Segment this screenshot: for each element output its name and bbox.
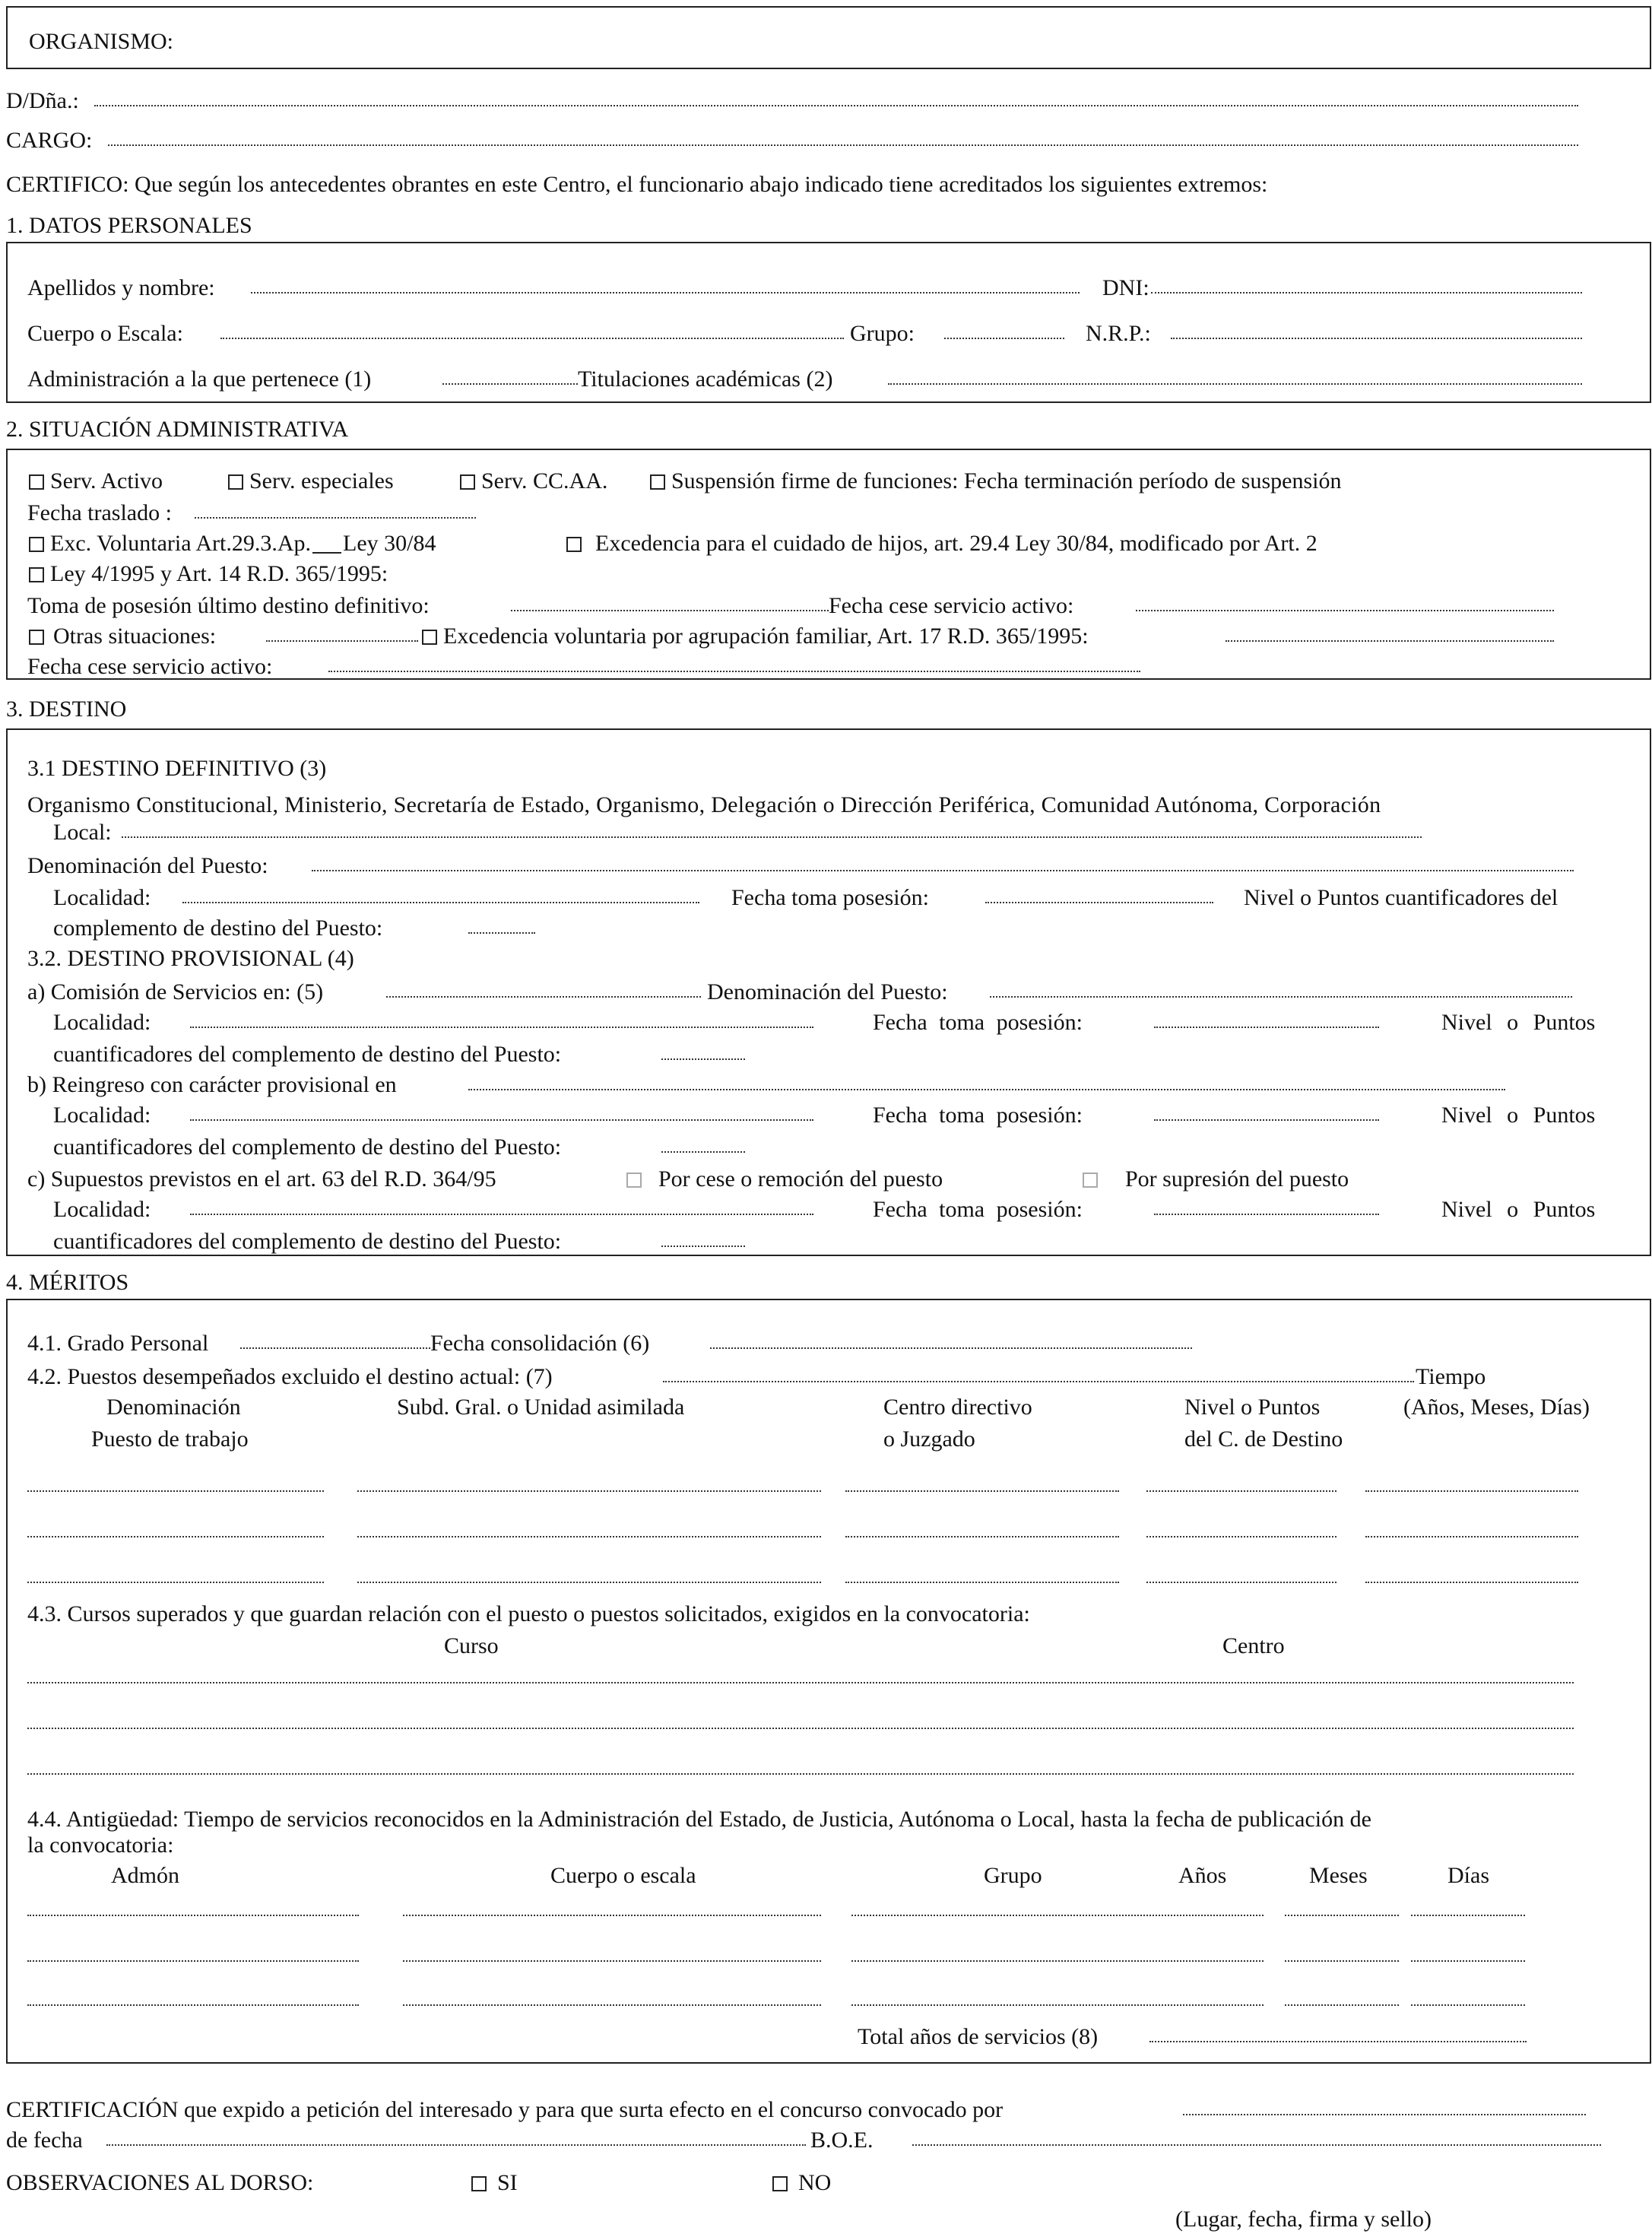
boe-field[interactable] — [912, 2144, 1601, 2146]
concurso-field[interactable] — [1183, 2114, 1586, 2115]
comision-label: a) Comisión de Servicios en: (5) — [27, 979, 324, 1004]
antiguedad-cell[interactable] — [1149, 2004, 1264, 2006]
cuerpo-label: Cuerpo o Escala: — [27, 321, 183, 346]
certificacion-text: CERTIFICACIÓN que expido a petición del interesado y para que surta efecto en el concurso convocado por — [6, 2097, 1004, 2122]
antiguedad-cell[interactable] — [27, 1915, 359, 1916]
puestos-cell[interactable] — [1365, 1582, 1578, 1583]
fecha-toma-b-field[interactable] — [1154, 1119, 1379, 1121]
por-cese-option — [626, 1168, 943, 1191]
serv-ccaa-label: Serv. CC.AA. — [481, 468, 608, 493]
administracion-field[interactable] — [442, 383, 578, 385]
localidad-a-label: Localidad: — [53, 1010, 151, 1035]
col-denominacion: Denominación — [106, 1395, 241, 1420]
col-anos: Años — [1178, 1863, 1227, 1888]
fecha-toma-c-field[interactable] — [1154, 1214, 1379, 1215]
titulaciones-field[interactable] — [888, 383, 1582, 385]
grupo-field[interactable] — [944, 338, 1064, 339]
certifico-text: CERTIFICO: Que según los antecedentes obrantes en este Centro, el funcionario abajo indicado tiene acreditados los siguientes extremos: — [6, 172, 1268, 197]
grupo-label: Grupo: — [850, 321, 915, 346]
col-anos-meses: (Años, Meses, Días) — [1403, 1395, 1590, 1420]
si-checkbox[interactable] — [471, 2176, 487, 2191]
col-centro: Centro directivo — [883, 1395, 1032, 1420]
tiempo-label: Tiempo — [1416, 1364, 1486, 1389]
antiguedad-line-1: 4.4. Antigüedad: Tiempo de servicios reconocidos en la Administración del Estado, de Justicia, Autónoma o Local, hasta la fecha de publicación de — [27, 1807, 1371, 1832]
antiguedad-line-2: la convocatoria: — [27, 1833, 174, 1858]
col-meses: Meses — [1309, 1863, 1368, 1888]
boe-label: B.O.E. — [810, 2128, 874, 2153]
excedencia-hijos-checkbox[interactable] — [566, 537, 582, 552]
cuerpo-field[interactable] — [220, 338, 844, 339]
section-1-title: 1. DATOS PERSONALES — [6, 213, 252, 238]
localidad-b-label: Localidad: — [53, 1103, 151, 1128]
ley-4-1995-checkbox[interactable] — [29, 567, 44, 582]
no-option — [772, 2172, 831, 2194]
suspension-label: Suspensión firme de funciones: Fecha terminación período de suspensión — [671, 468, 1342, 493]
serv-activo-label: Serv. Activo — [50, 468, 163, 493]
antiguedad-cell[interactable] — [1411, 1960, 1525, 1962]
cuantificadores-a-field[interactable] — [661, 1058, 745, 1060]
cursos-line[interactable] — [27, 1682, 1574, 1683]
antiguedad-cell[interactable] — [1149, 1915, 1264, 1916]
provisional-title: 3.2. DESTINO PROVISIONAL (4) — [27, 946, 354, 971]
si-label: SI — [497, 2170, 518, 2195]
otras-checkbox[interactable] — [29, 630, 44, 645]
col-centro-curso: Centro — [1222, 1633, 1285, 1658]
cargo-label: CARGO: — [6, 128, 93, 153]
antiguedad-cell[interactable] — [403, 2004, 821, 2006]
fecha-toma-a-field[interactable] — [1154, 1027, 1379, 1028]
dona-field[interactable] — [94, 105, 1578, 106]
apellidos-field[interactable] — [251, 292, 1080, 294]
ley-4-1995-option — [29, 563, 388, 585]
fecha-cese-2-label: Fecha cese servicio activo: — [27, 654, 273, 679]
col-grupo: Grupo — [984, 1863, 1042, 1888]
nivel-puntos-label: Nivel o Puntos cuantificadores del — [1244, 885, 1558, 910]
ley-4-1995-label: Ley 4/1995 y Art. 14 R.D. 365/1995: — [50, 561, 388, 586]
antiguedad-cell[interactable] — [403, 1915, 821, 1916]
total-label: Total años de servicios (8) — [858, 2024, 1099, 2049]
antiguedad-cell[interactable] — [1285, 1915, 1399, 1916]
puestos-cell[interactable] — [845, 1582, 1119, 1583]
fecha-cese-label: Fecha cese servicio activo: — [829, 593, 1074, 618]
fecha-toma-a-label: Fecha toma posesión: — [873, 1010, 1083, 1035]
fecha-toma-field[interactable] — [985, 902, 1213, 903]
observaciones-label: OBSERVACIONES AL DORSO: — [6, 2170, 314, 2195]
total-field[interactable] — [1149, 2041, 1527, 2042]
fecha-toma-c-label: Fecha toma posesión: — [873, 1197, 1083, 1222]
si-option — [471, 2172, 518, 2194]
fecha-consolidacion-field[interactable] — [710, 1347, 1192, 1349]
antiguedad-cell[interactable] — [403, 1960, 821, 1962]
por-cese-label: Por cese o remoción del puesto — [658, 1166, 943, 1192]
serv-ccaa-option — [460, 470, 607, 493]
toma-posesion-field[interactable] — [511, 610, 829, 611]
complemento-label: complemento de destino del Puesto: — [53, 915, 383, 941]
puestos-field[interactable] — [663, 1381, 1414, 1382]
cursos-line[interactable] — [27, 1773, 1574, 1775]
antiguedad-cell[interactable] — [1411, 2004, 1525, 2006]
titulaciones-label: Titulaciones académicas (2) — [578, 367, 833, 392]
puestos-cell[interactable] — [27, 1536, 324, 1537]
localidad-c-label: Localidad: — [53, 1197, 151, 1222]
cuantificadores-b-field[interactable] — [661, 1151, 745, 1153]
antiguedad-cell[interactable] — [1149, 1960, 1264, 1962]
apellidos-label: Apellidos y nombre: — [27, 275, 215, 300]
agrupacion-option — [422, 625, 1089, 648]
nivel-c-label: Nivel o Puntos — [1441, 1197, 1596, 1222]
local-label: Local: — [53, 820, 112, 845]
col-admon: Admón — [111, 1863, 179, 1888]
cuantificadores-b-label: cuantificadores del complemento de destino del Puesto: — [53, 1134, 562, 1160]
col-nivel: Nivel o Puntos — [1184, 1395, 1321, 1420]
por-cese-checkbox[interactable] — [626, 1173, 642, 1188]
serv-activo-checkbox[interactable] — [29, 474, 44, 490]
antiguedad-cell[interactable] — [1285, 1960, 1399, 1962]
exc-voluntaria-label-b: Ley 30/84 — [343, 531, 436, 556]
fecha-traslado-label: Fecha traslado : — [27, 500, 172, 525]
excedencia-hijos-option — [566, 532, 1317, 555]
puestos-cell[interactable] — [357, 1582, 821, 1583]
otras-label: Otras situaciones: — [53, 624, 217, 649]
dona-label: D/Dña.: — [6, 88, 79, 113]
exc-voluntaria-option — [29, 532, 436, 555]
cuantificadores-c-field[interactable] — [661, 1246, 745, 1247]
complemento-field[interactable] — [468, 932, 535, 934]
supuestos-label: c) Supuestos previstos en el art. 63 del R.D. 364/95 — [27, 1166, 496, 1192]
agrupacion-field[interactable] — [1226, 640, 1554, 642]
cargo-field[interactable] — [108, 144, 1578, 146]
puestos-cell[interactable] — [357, 1490, 821, 1492]
agrupacion-label: Excedencia voluntaria por agrupación familiar, Art. 17 R.D. 365/1995: — [443, 624, 1089, 649]
serv-ccaa-checkbox[interactable] — [460, 474, 475, 490]
organismo-label: ORGANISMO: — [29, 29, 174, 54]
localidad-label: Localidad: — [53, 885, 151, 910]
puestos-cell[interactable] — [357, 1536, 821, 1537]
serv-especiales-label: Serv. especiales — [249, 468, 394, 493]
puestos-cell[interactable] — [845, 1490, 1119, 1492]
comision-field[interactable] — [386, 996, 701, 998]
puestos-cell[interactable] — [27, 1490, 324, 1492]
localidad-b-field[interactable] — [190, 1119, 813, 1121]
col-puesto-trabajo: Puesto de trabajo — [91, 1426, 249, 1452]
denominacion-puesto-field[interactable] — [990, 996, 1572, 998]
nivel-a-label: Nivel o Puntos — [1441, 1010, 1596, 1035]
antiguedad-cell[interactable] — [1285, 2004, 1399, 2006]
suspension-checkbox[interactable] — [650, 474, 665, 490]
section-4-title: 4. MÉRITOS — [6, 1270, 129, 1295]
dni-label: DNI: — [1102, 275, 1149, 300]
exc-voluntaria-checkbox[interactable] — [29, 537, 44, 552]
agrupacion-checkbox[interactable] — [422, 630, 437, 645]
localidad-field[interactable] — [182, 902, 699, 903]
organismo-box — [6, 6, 1651, 69]
situacion-row-1 — [29, 470, 163, 493]
fecha-cese-2-field[interactable] — [328, 671, 1140, 672]
denominacion-field[interactable] — [312, 870, 1574, 871]
por-supresion-label: Por supresión del puesto — [1125, 1166, 1349, 1192]
de-fecha-field[interactable] — [106, 2144, 806, 2146]
antiguedad-cell[interactable] — [851, 1915, 1148, 1916]
reingreso-label: b) Reingreso con carácter provisional en — [27, 1072, 397, 1097]
de-fecha-label: de fecha — [6, 2128, 83, 2153]
administracion-label: Administración a la que pertenece (1) — [27, 367, 372, 392]
fecha-traslado-field[interactable] — [195, 517, 476, 519]
no-checkbox[interactable] — [772, 2176, 788, 2191]
exc-voluntaria-blank[interactable] — [312, 535, 341, 554]
no-label: NO — [798, 2170, 832, 2195]
localidad-c-field[interactable] — [190, 1214, 813, 1215]
otras-field[interactable] — [266, 640, 418, 642]
section-3-title: 3. DESTINO — [6, 697, 127, 722]
grado-label: 4.1. Grado Personal — [27, 1331, 209, 1356]
localidad-a-field[interactable] — [190, 1027, 813, 1028]
col-juzgado: o Juzgado — [883, 1426, 975, 1452]
serv-especiales-option — [228, 470, 394, 493]
reingreso-field[interactable] — [468, 1089, 1505, 1090]
organismo-line: Organismo Constitucional, Ministerio, Secretaría de Estado, Organismo, Delegación o Dirección Periférica, Comunidad Autónoma, Corporación — [27, 792, 1381, 817]
puestos-cell[interactable] — [27, 1582, 324, 1583]
antiguedad-cell[interactable] — [851, 1960, 1148, 1962]
puestos-cell[interactable] — [1146, 1582, 1337, 1583]
antiguedad-cell[interactable] — [1411, 1915, 1525, 1916]
local-field[interactable] — [122, 836, 1422, 838]
fecha-cese-field[interactable] — [1136, 610, 1554, 611]
por-supresion-option — [1083, 1168, 1349, 1191]
toma-posesion-label: Toma de posesión último destino definitivo: — [27, 593, 430, 618]
antiguedad-cell[interactable] — [851, 2004, 1148, 2006]
nrp-label: N.R.P.: — [1086, 321, 1151, 346]
puestos-label: 4.2. Puestos desempeñados excluido el destino actual: (7) — [27, 1364, 553, 1389]
puestos-cell[interactable] — [1365, 1536, 1578, 1537]
nivel-b-label: Nivel o Puntos — [1441, 1103, 1596, 1128]
serv-especiales-checkbox[interactable] — [228, 474, 243, 490]
denominacion-puesto-label: Denominación del Puesto: — [707, 979, 948, 1004]
col-cdestino: del C. de Destino — [1184, 1426, 1343, 1452]
fecha-consolidacion-label: Fecha consolidación (6) — [430, 1331, 650, 1356]
por-supresion-checkbox[interactable] — [1083, 1173, 1098, 1188]
exc-voluntaria-label-a: Exc. Voluntaria Art.29.3.Ap. — [50, 531, 312, 556]
puestos-cell[interactable] — [1365, 1490, 1578, 1492]
otras-option — [29, 625, 216, 648]
cursos-line[interactable] — [27, 1728, 1574, 1729]
cuantificadores-a-label: cuantificadores del complemento de destino del Puesto: — [53, 1042, 562, 1067]
cursos-label: 4.3. Cursos superados y que guardan relación con el puesto o puestos solicitados, exigidos en la convocatoria: — [27, 1601, 1030, 1626]
excedencia-hijos-label: Excedencia para el cuidado de hijos, art. 29.4 Ley 30/84, modificado por Art. 2 — [595, 531, 1317, 556]
antiguedad-cell[interactable] — [27, 1960, 359, 1962]
fecha-toma-b-label: Fecha toma posesión: — [873, 1103, 1083, 1128]
cuantificadores-c-label: cuantificadores del complemento de destino del Puesto: — [53, 1229, 562, 1254]
puestos-cell[interactable] — [845, 1536, 1119, 1537]
nrp-field[interactable] — [1171, 338, 1582, 339]
puestos-cell[interactable] — [1146, 1536, 1337, 1537]
col-cuerpo: Cuerpo o escala — [550, 1863, 696, 1888]
puestos-cell[interactable] — [1146, 1490, 1337, 1492]
lugar-fecha-firma: (Lugar, fecha, firma y sello) — [1175, 2207, 1432, 2232]
col-dias: Días — [1447, 1863, 1489, 1888]
definitivo-title: 3.1 DESTINO DEFINITIVO (3) — [27, 756, 327, 781]
suspension-option — [650, 470, 1341, 493]
denominacion-label: Denominación del Puesto: — [27, 853, 268, 878]
dni-field[interactable] — [1151, 292, 1582, 294]
grado-field[interactable] — [240, 1347, 430, 1349]
fecha-toma-label: Fecha toma posesión: — [731, 885, 929, 910]
section-2-title: 2. SITUACIÓN ADMINISTRATIVA — [6, 417, 349, 442]
antiguedad-cell[interactable] — [27, 2004, 359, 2006]
col-curso: Curso — [444, 1633, 499, 1658]
col-subd: Subd. Gral. o Unidad asimilada — [397, 1395, 685, 1420]
